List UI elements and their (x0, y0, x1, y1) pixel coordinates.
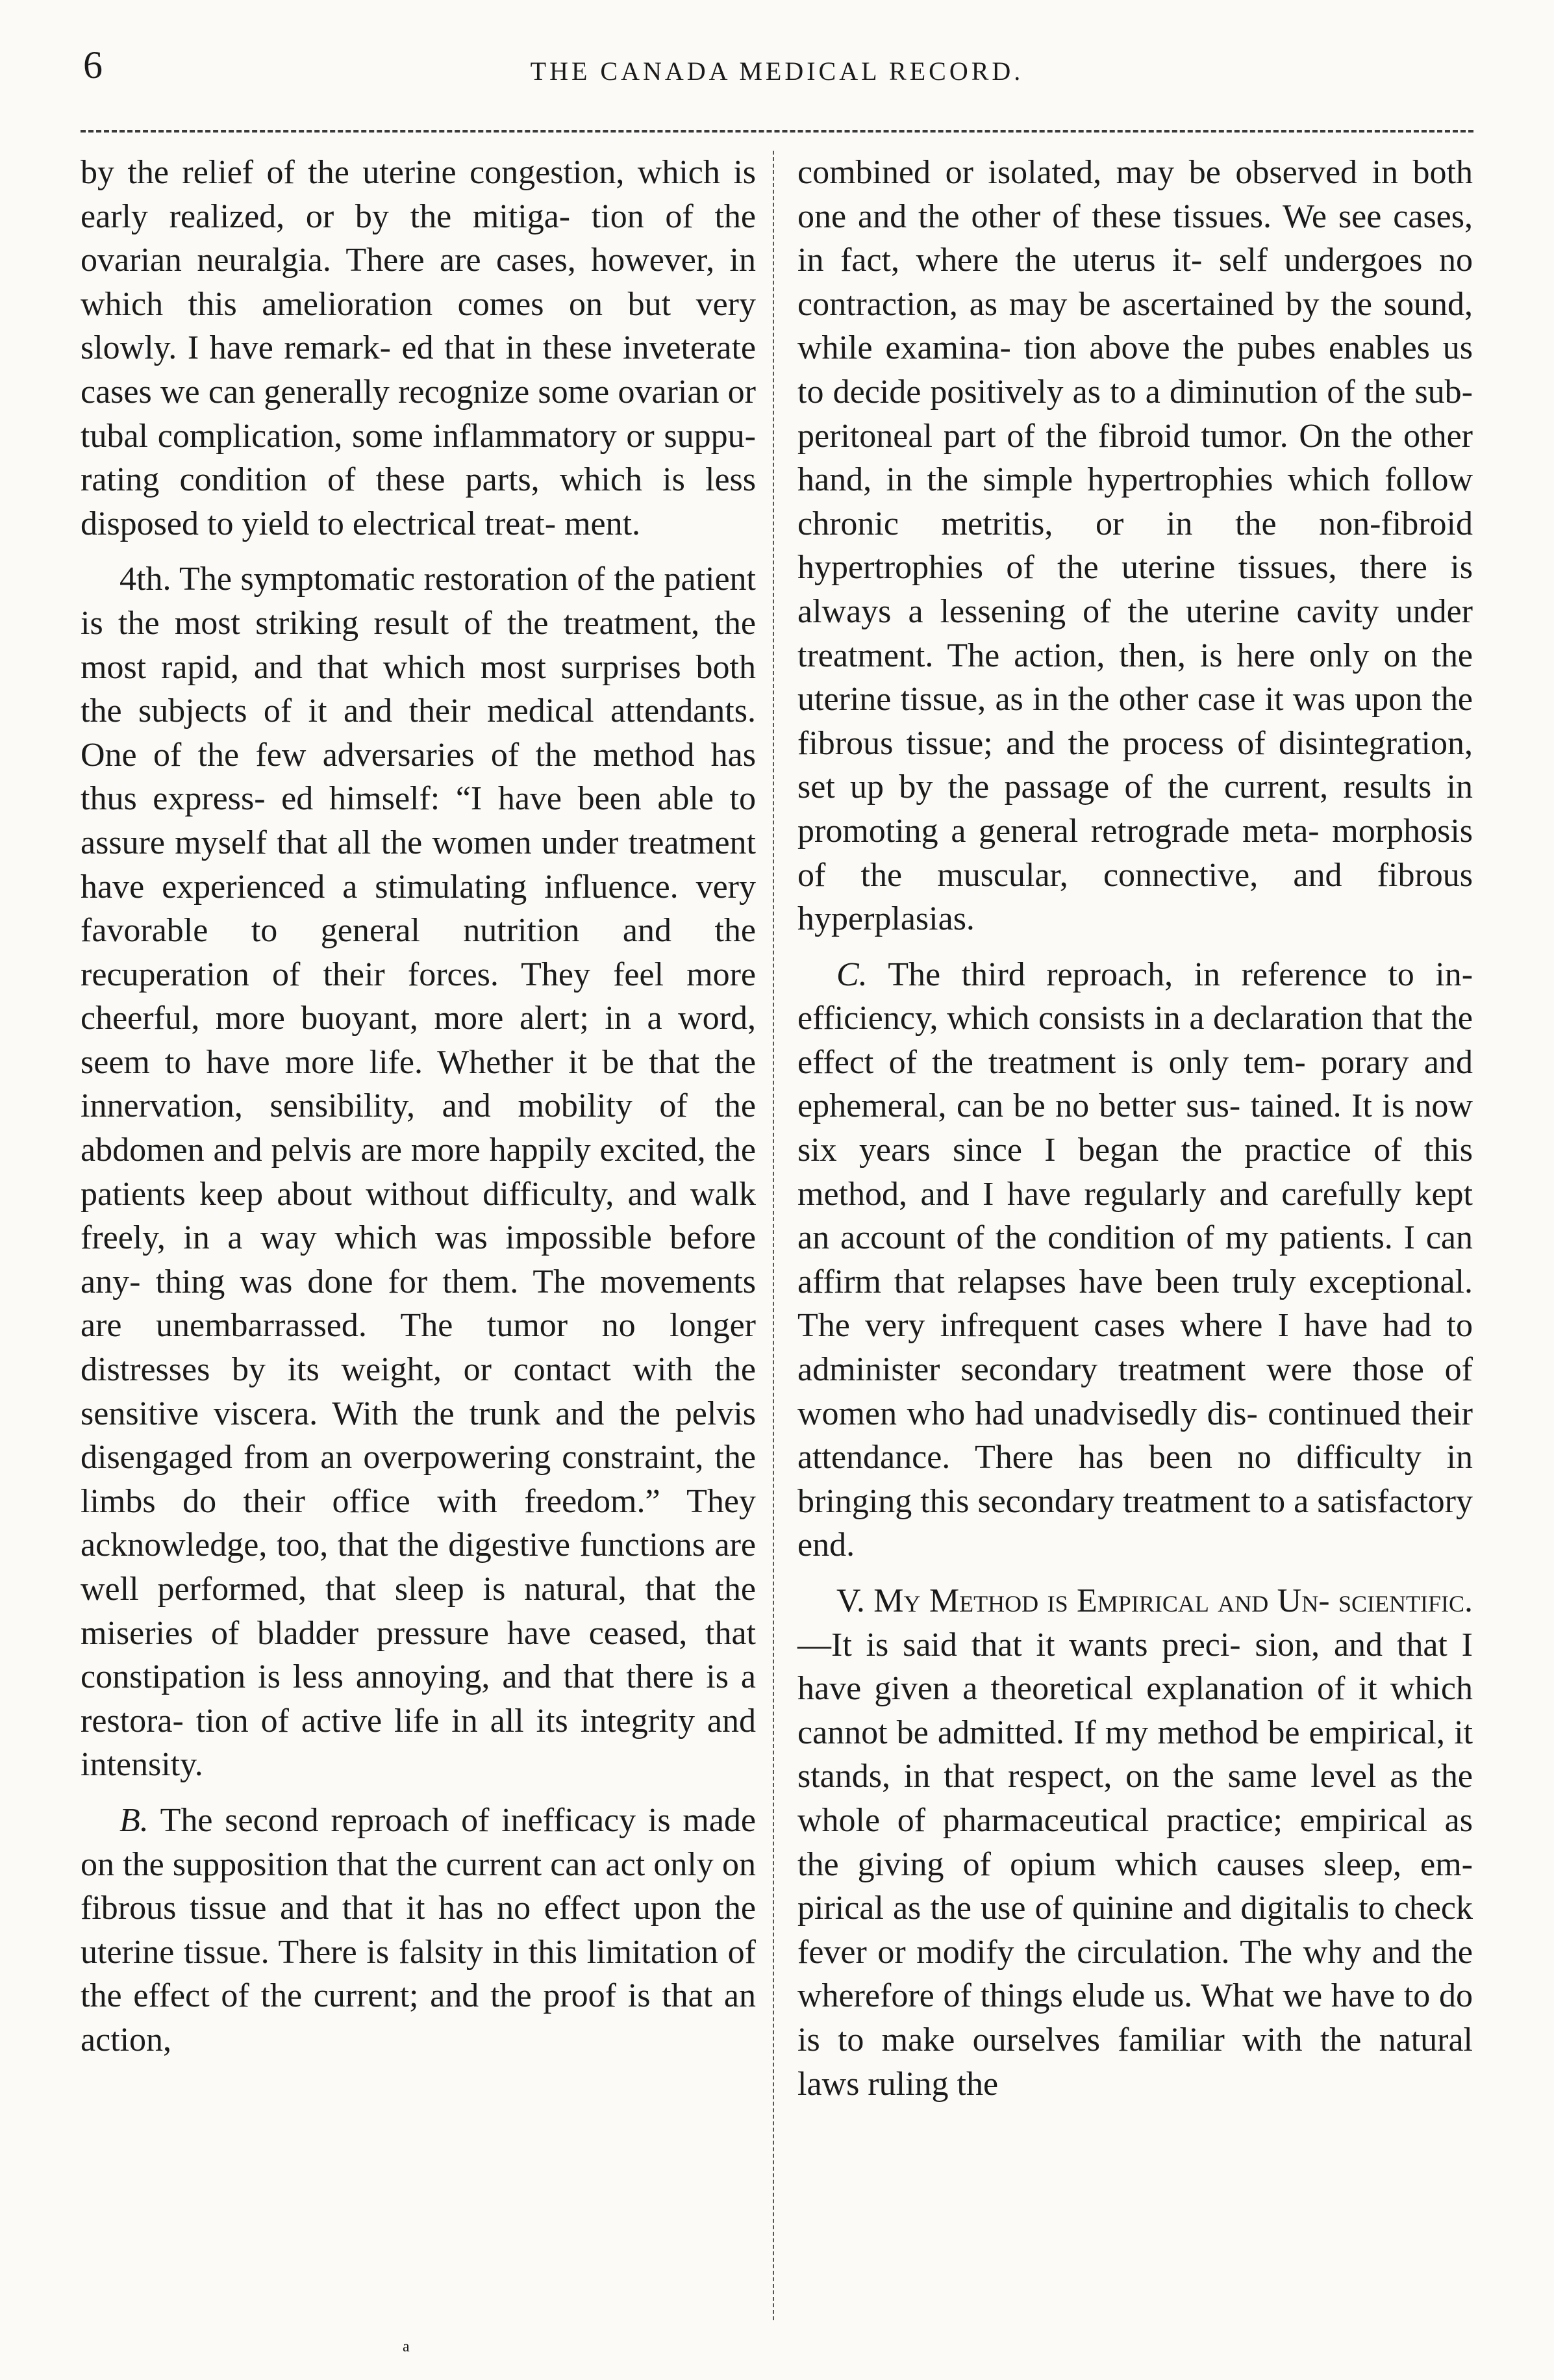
page-header (0, 26, 1554, 97)
paragraph: by the relief of the uterine congestion, which is early realized, or by the mitiga- tion of the ovarian neuralgia. There are cases, however, in which this amelioration comes on but very slowly. I have remark- ed that in these inveterate cases we can generally recognize some ovarian or tubal complication, some inflammatory or suppu- rating condition of these parts, which is less disposed to yield to electrical treat- ment. (81, 154, 756, 542)
paragraph-label: B. (119, 1801, 149, 1839)
header-rule (81, 130, 1473, 133)
footer-mark: a (403, 2338, 410, 2355)
left-column (81, 151, 756, 2074)
paragraph-text: The second reproach of inefficacy is made on the supposition that the current can act only on fibrous tissue and that it has no effect upon the uterine tissue. There is falsity in this limitation of the effect of the current; and the proof is that an action, (81, 1801, 756, 2058)
right-column (797, 151, 1473, 2118)
column-divider (773, 151, 774, 2320)
page-number: 6 (83, 44, 103, 86)
running-head: THE CANADA MEDICAL RECORD. (530, 57, 1024, 86)
paragraph (81, 1799, 756, 2062)
paragraph (797, 1579, 1473, 2106)
paragraph-text: The third reproach, in reference to in- efficiency, which consists in a declaration that the effect of the treatment is only tem- porary and ephemeral, can be no better sus- tained. It is now six years since I began the practice of this method, and I have regularly and carefully kept an account of the condition of my patients. I can affirm that relapses have been truly exceptional. The very infrequent cases where I have had to administer secondary treatment were those of women who had unadvisedly dis- continued their attendance. There has been no difficulty in bringing this secondary treatment to a satisfactory end. (797, 956, 1473, 1564)
paragraph-label: C. (836, 956, 868, 993)
paragraph: 4th. The symptomatic restoration of the patient is the most striking result of the treatment, the most rapid, and that which most surprises both the subjects of it and their medical attendants. One of the few adversaries of the method has thus express- ed himself: “I have been able to assure myself that all the women under treatment have experienced a stimulating influence. very favorable to general nutrition and the recuperation of their forces. They feel more cheerful, more buoyant, more alert; in a word, seem to have more life. Whether it be that the innervation, sensibility, and mobility of the abdomen and pelvis are more happily excited, the patients keep about without difficulty, and walk freely, in a way which was impossible before any- thing was done for them. The movements are unembarrassed. The tumor no longer distresses by its weight, or contact with the sensitive viscera. With the trunk and the pelvis disengaged from an overpowering constraint, the limbs do their office with freedom.” They acknowledge, too, that the digestive functions are well performed, that sleep is natural, that the miseries of bladder pressure have ceased, that constipation is less annoying, and that there is a restora- tion of active life in all its integrity and intensity. (81, 561, 756, 1784)
paragraph-text: —It is said that it wants preci- sion, and that I have given a theoretical explanation of it which cannot be admitted. If my method be empirical, it stands, in that respect, on the same level as the whole of pharmaceutical practice; empirical as the giving of opium which causes sleep, em- pirical as the use of quinine and digitalis to check fever or modify the circulation. The why and the wherefore of things elude us. What we have to do is to make ourselves familiar with the natural laws ruling the (797, 1626, 1473, 2103)
paragraph: combined or isolated, may be observed in both one and the other of these tissues. We see cases, in fact, where the uterus it- self undergoes no contraction, as may be ascertained by the sound, while examina- tion above the pubes enables us to decide positively as to a diminution of the sub- peritoneal part of the fibroid tumor. On the other hand, in the simple hypertrophies which follow chronic metritis, or in the non-fibroid hypertrophies of the uterine tissues, there is always a lessening of the uterine cavity under treatment. The action, then, is here only on the uterine tissue, as in the other case it was upon the fibrous tissue; and the process of disintegration, set up by the passage of the current, results in promoting a general retrograde meta- morphosis of the muscular, connective, and fibrous hyperplasias. (797, 154, 1473, 938)
section-heading: V. My Method is Empirical and Un- scientific. (836, 1582, 1473, 1619)
paragraph (797, 953, 1473, 1567)
